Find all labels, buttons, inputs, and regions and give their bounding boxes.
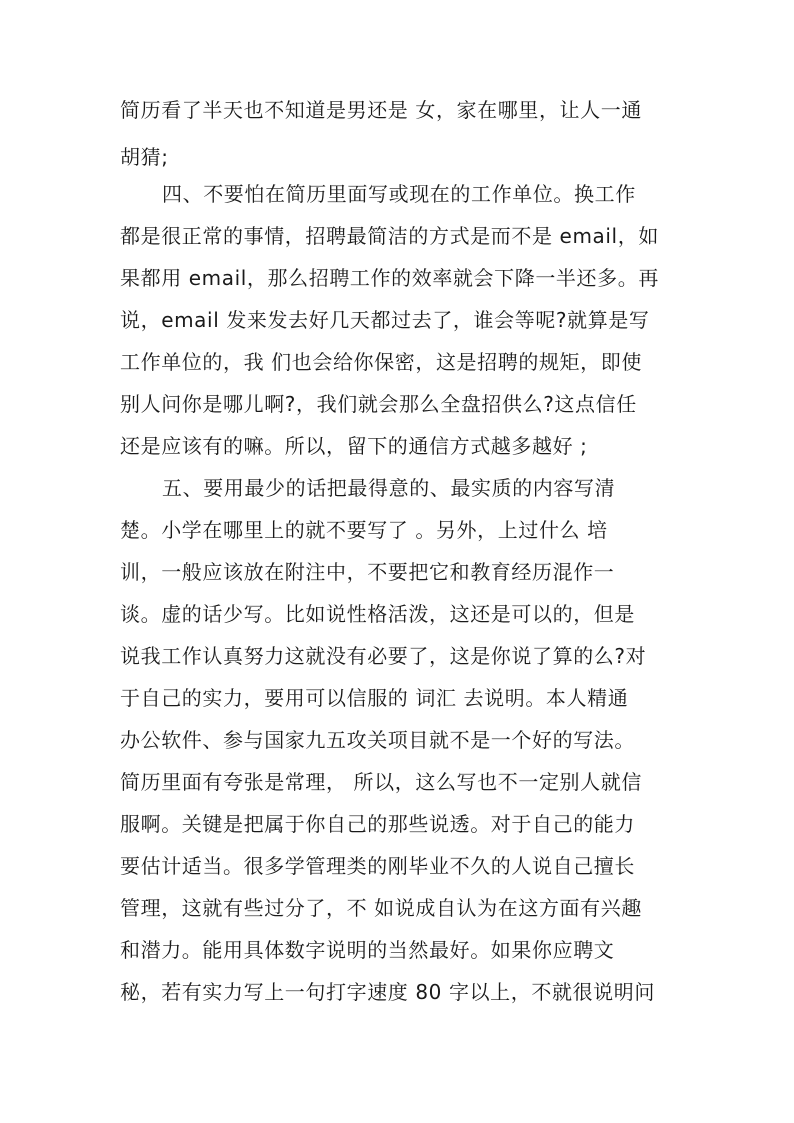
text-line: 和潜力。能用具体数字说明的当然最好。如果你应聘文 <box>120 938 615 962</box>
text-line: 胡猜; <box>120 145 169 169</box>
text-line: 简历看了半天也不知道是男还是 女，家在哪里，让人一通 <box>120 98 642 122</box>
text-line: 秘，若有实力写上一句打字速度 80 字以上，不就很说明问 <box>120 980 655 1004</box>
text-line: 工作单位的，我 们也会给你保密，这是招聘的规矩，即使 <box>120 350 642 374</box>
paragraph-four-heading-line: 四、不要怕在简历里面写或现在的工作单位。换工作 <box>162 182 636 206</box>
text-line: 谈。虚的话少写。比如说性格活泼，这还是可以的，但是 <box>120 602 635 626</box>
text-line: 办公软件、参与国家九五攻关项目就不是一个好的写法。 <box>120 728 635 752</box>
text-line: 都是很正常的事情，招聘最简洁的方式是而不是 email，如 <box>120 224 659 248</box>
text-line: 于自己的实力，要用可以信服的 词汇 去说明。本人精通 <box>120 686 629 710</box>
paragraph-five-heading-line: 五、要用最少的话把最得意的、最实质的内容写清 <box>162 476 616 500</box>
text-line: 简历里面有夸张是常理， 所以，这么写也不一定别人就信 <box>120 770 642 794</box>
text-line: 别人问你是哪儿啊?，我们就会那么全盘招供么?这点信任 <box>120 392 637 416</box>
text-line: 训，一般应该放在附注中，不要把它和教育经历混作一 <box>120 560 615 584</box>
text-line: 果都用 email，那么招聘工作的效率就会下降一半还多。再 <box>120 266 659 290</box>
text-line: 服啊。关键是把属于你自己的那些说透。对于自己的能力 <box>120 812 635 836</box>
text-line: 管理，这就有些过分了，不 如说成自认为在这方面有兴趣 <box>120 896 642 920</box>
text-line: 楚。小学在哪里上的就不要写了 。另外，上过什么 培 <box>120 518 608 542</box>
text-line: 要估计适当。很多学管理类的刚毕业不久的人说自己擅长 <box>120 854 635 878</box>
text-line: 说我工作认真努力这就没有必要了，这是你说了算的么?对 <box>120 644 647 668</box>
text-line: 还是应该有的嘛。所以，留下的通信方式越多越好 ; <box>120 434 588 458</box>
text-line: 说，email 发来发去好几天都过去了，谁会等呢?就算是写 <box>120 308 650 332</box>
